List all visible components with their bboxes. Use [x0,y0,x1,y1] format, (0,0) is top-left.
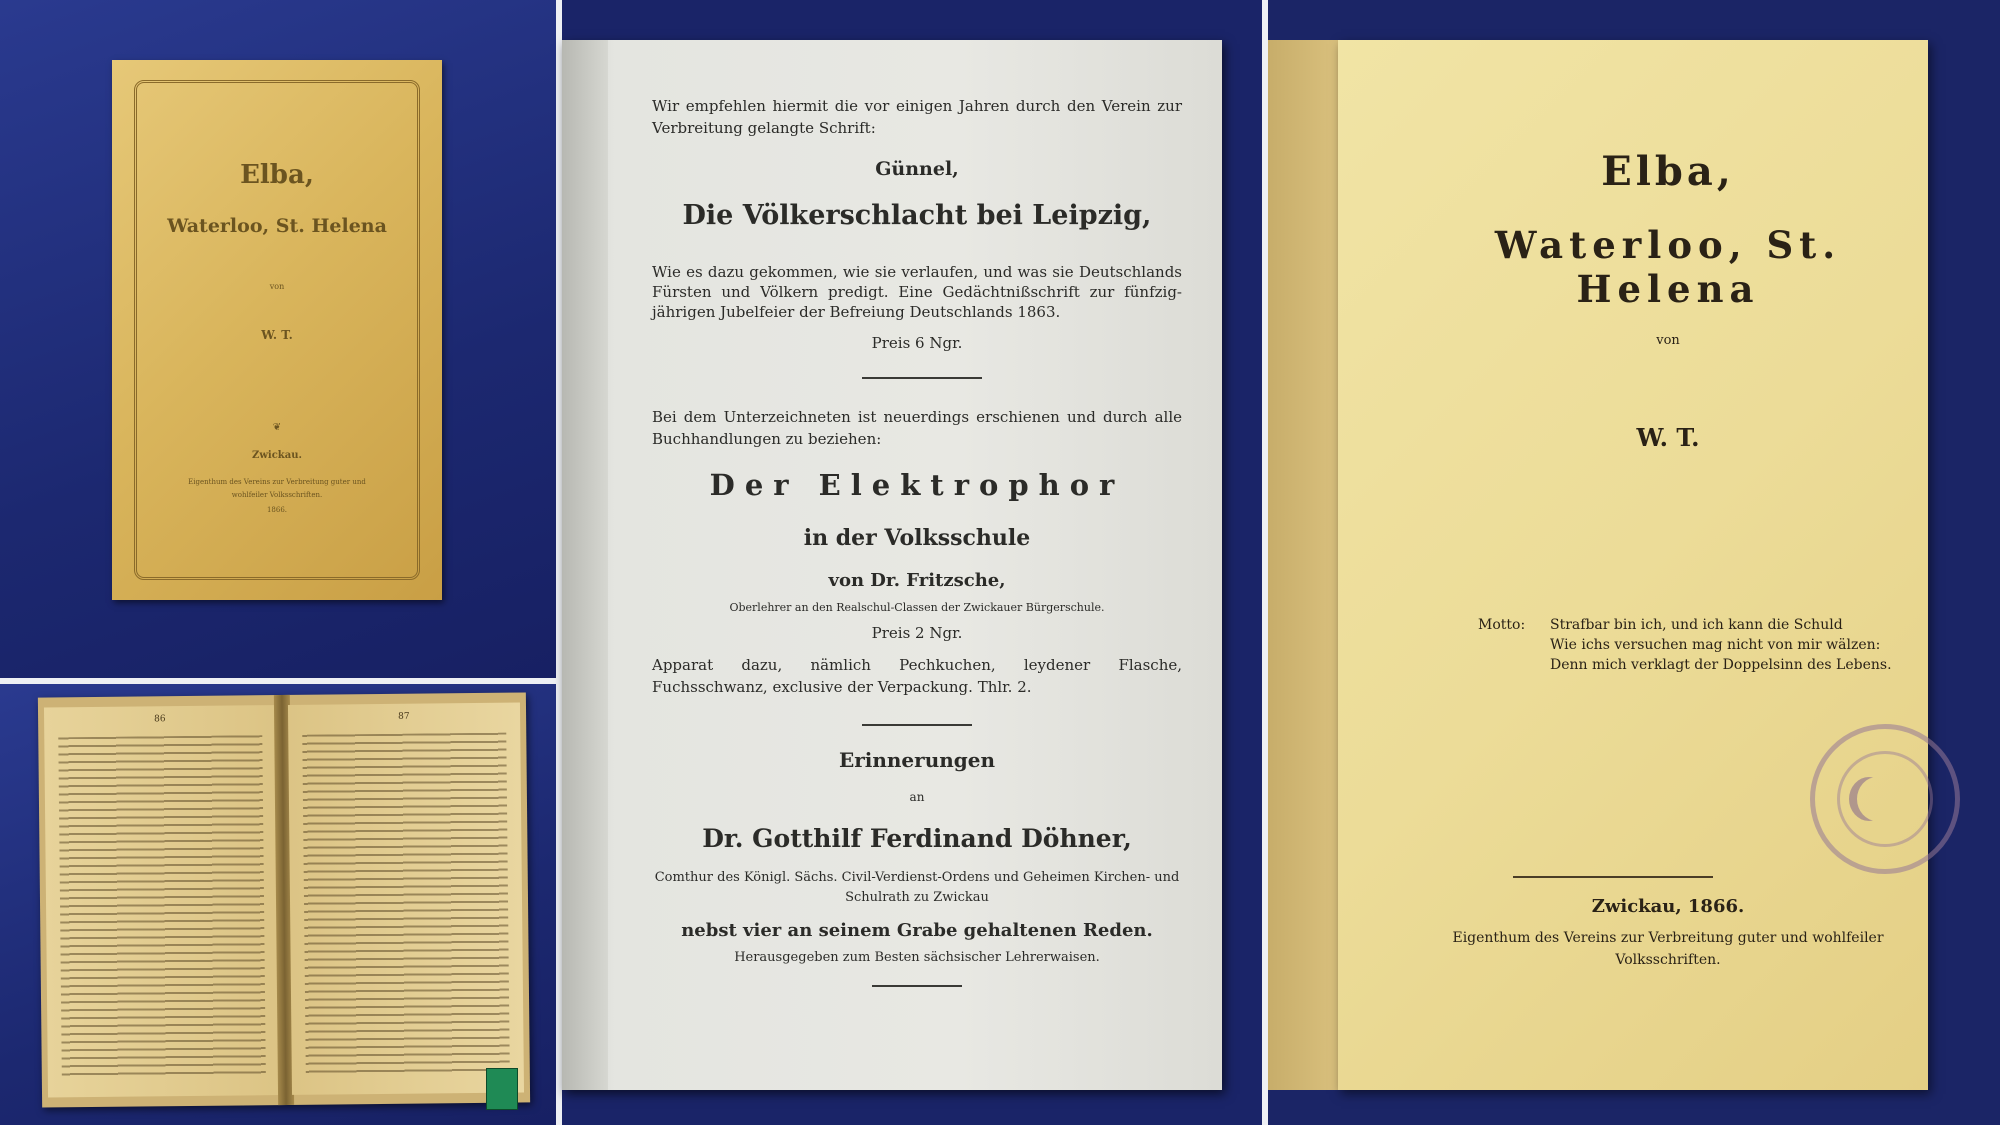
right-title-line2: Waterloo, St. Helena [1494,223,1842,311]
motto-line3: Denn mich verklagt der Doppelsinn des Lebens. [1550,657,1892,673]
green-bookmark-tab [486,1068,518,1110]
motto-line2: Wie ichs versuchen mag nicht von mir wälzen: [1550,637,1881,653]
mid-intro2: Bei dem Unterzeichneten ist neuerdings erschienen und durch alle Buchhandlungen zu beziehen: [652,408,1182,448]
mid-speeches: nebst vier an seinem Grabe gehaltenen Reden. [681,920,1153,941]
small-cover-publisher-line1: Eigenthum des Vereins zur Verbreitung guter und [188,478,366,486]
mid-intro: Wir empfehlen hiermit die vor einigen Jahren durch den Verein zur Verbreitung gelangte Schrift: [652,97,1182,137]
mid-title3: Erinnerungen [838,748,996,772]
mid-person: Dr. Gotthilf Ferdinand Döhner, [702,824,1132,853]
mid-publisher3: Herausgegeben zum Besten sächsischer Lehrerwaisen. [734,950,1100,965]
panel-divider-horizontal [0,678,562,684]
mid-title1: Die Völkerschlacht bei Leipzig, [682,200,1152,231]
small-cover-place: Zwickau. [252,450,302,461]
mid-an: an [909,790,925,804]
mid-title2: Der Elektrophor [709,468,1125,502]
left-page-number: 86 [154,714,166,725]
mid-person-desc: Comthur des Königl. Sächs. Civil-Verdienst-Ordens und Geheimen Kirchen- und Schulrath zu Zwickau [654,870,1180,905]
mid-rule-3 [872,985,962,987]
right-publisher-line2: Volksschriften. [1615,952,1721,968]
right-page-number: 87 [398,711,410,722]
small-cover-ornament: ❦ [272,422,282,433]
small-book-cover [112,60,442,600]
motto-line1: Strafbar bin ich, und ich kann die Schuld [1550,617,1843,633]
title-page [1338,40,1928,1090]
right-title-line1: Elba, [1601,148,1735,195]
motto-label: Motto: [1478,617,1526,633]
mid-author2: von Dr. Fritzsche, [828,570,1006,591]
mid-title2b: in der Volksschule [803,525,1031,551]
right-author: W. T. [1636,423,1700,452]
small-cover-year: 1866. [266,506,288,514]
mid-rule-2 [862,724,972,726]
library-stamp [1810,724,1960,874]
book-back-cover-edge [1268,40,1348,1090]
left-page-text-block [58,735,266,1077]
mid-price1: Preis 6 Ngr. [871,334,963,352]
mid-rule-1 [862,377,982,379]
right-von: von [1656,333,1680,348]
small-cover-title-line2: Waterloo, St. Helena [167,215,387,237]
right-place-year: Zwickau, 1866. [1591,896,1745,917]
mid-author1: Günnel, [875,158,959,180]
mid-desc2: Apparat dazu, nämlich Pechkuchen, leydener Flasche, Fuchsschwanz, exclusive der Verpackung. Thlr. 2. [652,656,1182,696]
advertisement-page [562,40,1222,1090]
small-cover-von: von [269,282,285,291]
crescent-moon-icon [1857,777,1897,821]
mid-price2: Preis 2 Ngr. [871,624,963,642]
mid-author2-role: Oberlehrer an den Realschul-Classen der Zwickauer Bürgerschule. [729,601,1105,614]
title-page-book [1268,40,1928,1090]
mid-desc1: Wie es dazu gekommen, wie sie verlaufen, und was sie Deutschlands Fürsten und Völkern predigt. Eine Gedächtnißschrift zur fünfzig-jährigen Jubelfeier der Befreiung Deutschlands 1863. [652,263,1182,321]
right-page-text-block [302,733,510,1075]
page-edge [562,40,608,1090]
open-book-left-page [44,705,280,1097]
open-book [38,692,530,1107]
small-cover-title-line1: Elba, [240,160,314,190]
small-cover-publisher-line2: wohlfeiler Volksschriften. [231,491,323,499]
open-book-right-page [288,703,524,1095]
small-cover-author: W. T. [261,328,293,342]
right-rule [1513,876,1713,878]
right-publisher-line1: Eigenthum des Vereins zur Verbreitung guter und wohlfeiler [1452,930,1884,946]
